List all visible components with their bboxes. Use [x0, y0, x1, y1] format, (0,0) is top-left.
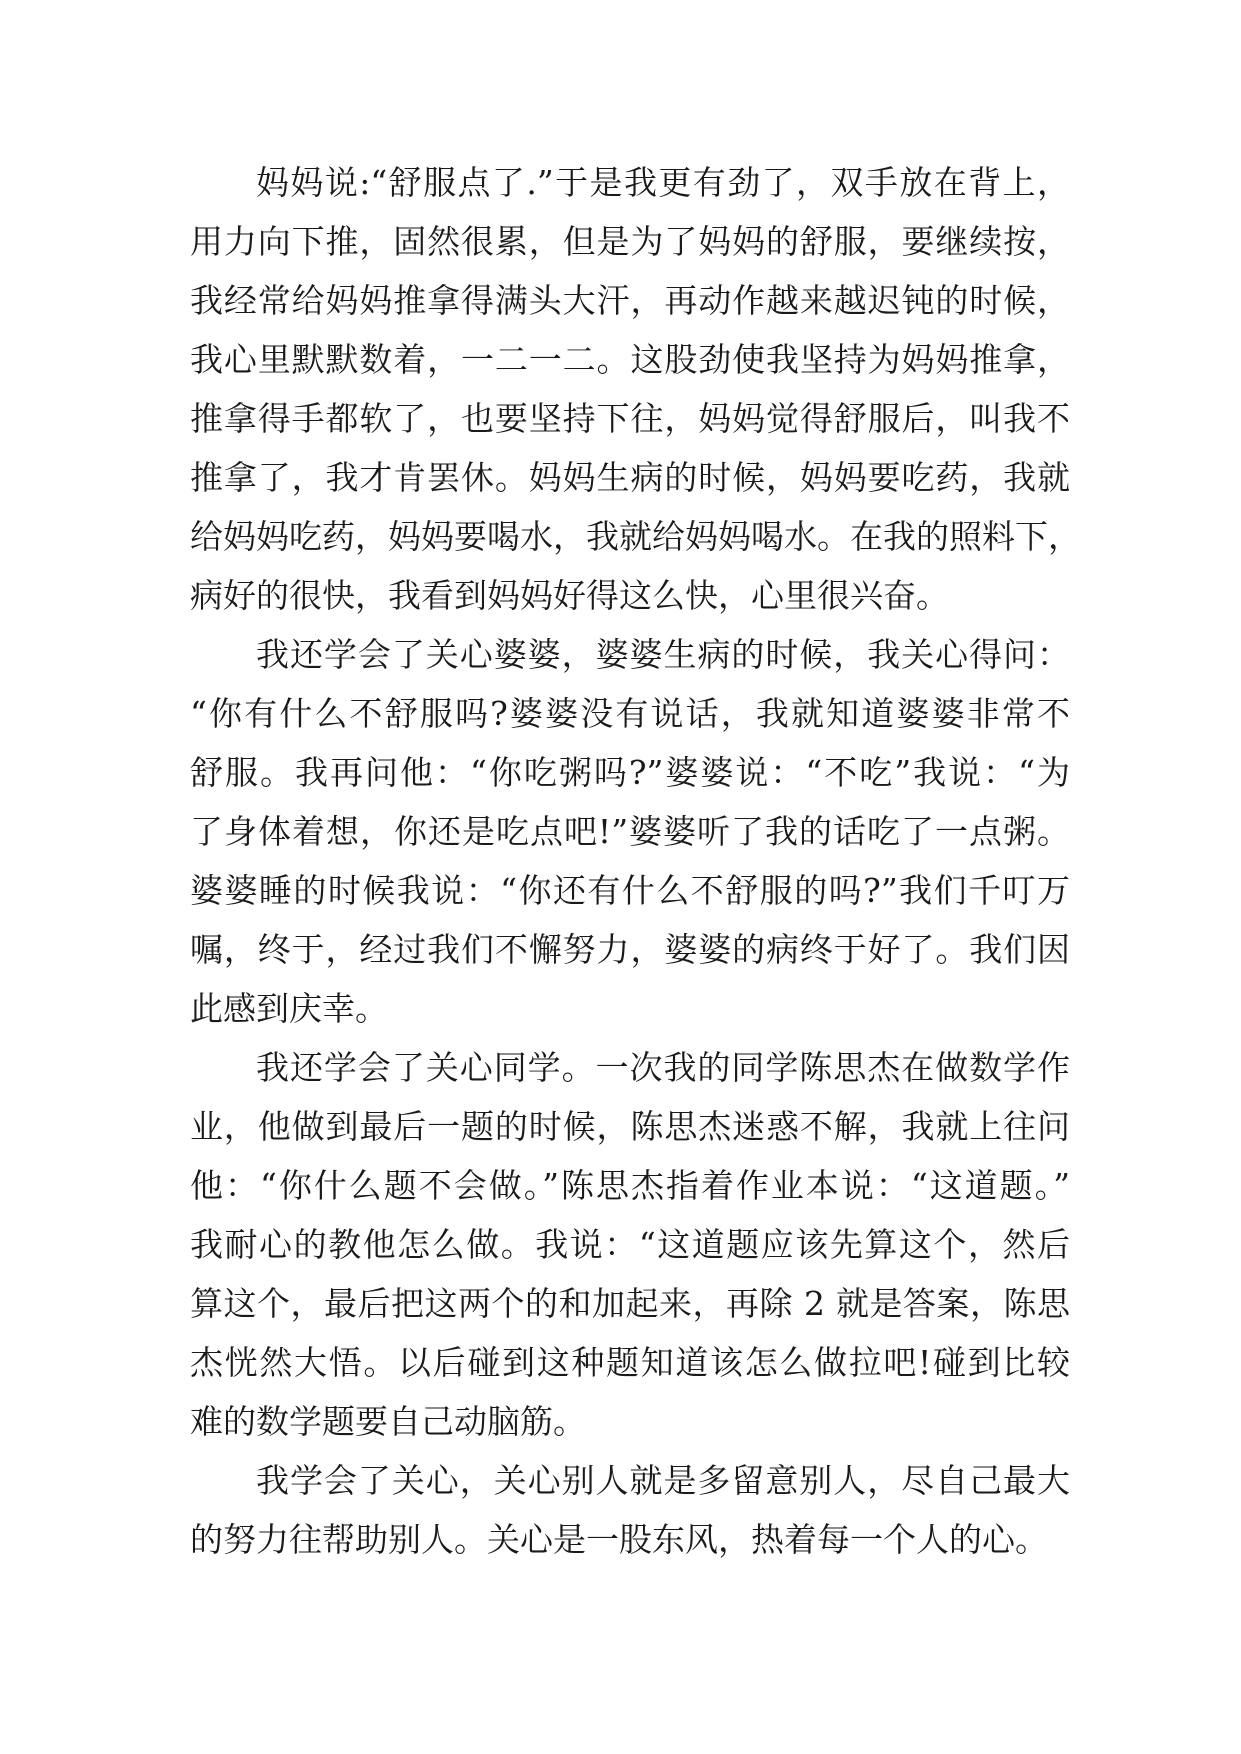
paragraph-1 — [190, 153, 1081, 625]
text-line: 了身体着想，你还是吃点吧!”婆婆听了我的话吃了一点粥。 — [190, 812, 1070, 851]
text-line: 的努力往帮助别人。关心是一股东风，热着每一个人的心。 — [190, 1520, 1048, 1559]
text-line: 病好的很快，我看到妈妈好得这么快，心里很兴奋。 — [190, 576, 949, 615]
text-line: 算这个，最后把这两个的和加起来，再除 2 就是答案，陈思 — [190, 1284, 1070, 1323]
text-line: 用力向下推，固然很累，但是为了妈妈的舒服，要继续按， — [190, 222, 1070, 261]
text-line: 他：“你什么题不会做。”陈思杰指着作业本说：“这道题。” — [190, 1166, 1070, 1205]
text-line: 难的数学题要自己动脑筋。 — [190, 1402, 586, 1441]
text-line: 给妈妈吃药，妈妈要喝水，我就给妈妈喝水。在我的照料下， — [190, 517, 1081, 556]
paragraph-3 — [190, 1038, 1070, 1451]
document-body — [190, 153, 1081, 1569]
text-line: 推拿了，我才肯罢休。妈妈生病的时候，妈妈要吃药，我就 — [190, 458, 1070, 497]
text-line: 婆婆睡的时候我说：“你还有什么不舒服的吗?”我们千叮万 — [190, 871, 1070, 910]
text-line: 业，他做到最后一题的时候，陈思杰迷惑不解，我就上往问 — [190, 1107, 1070, 1146]
text-line: 舒服。我再问他：“你吃粥吗?”婆婆说：“不吃”我说：“为 — [190, 753, 1070, 792]
text-line: 杰恍然大悟。以后碰到这种题知道该怎么做拉吧!碰到比较 — [190, 1343, 1070, 1382]
text-line: 我学会了关心，关心别人就是多留意别人，尽自己最大 — [256, 1461, 1070, 1500]
text-line: 嘱，终于，经过我们不懈努力，婆婆的病终于好了。我们因 — [190, 930, 1070, 969]
paragraph-4 — [190, 1451, 1070, 1569]
text-line: 此感到庆幸。 — [190, 989, 388, 1028]
text-line: 我耐心的教他怎么做。我说：“这道题应该先算这个，然后 — [190, 1225, 1070, 1264]
text-line: 我还学会了关心同学。一次我的同学陈思杰在做数学作 — [256, 1048, 1070, 1087]
paragraph-2 — [190, 625, 1070, 1038]
text-line: 我心里默默数着，一二一二。这股劲使我坚持为妈妈推拿， — [190, 340, 1070, 379]
text-line: 妈妈说:“舒服点了.”于是我更有劲了，双手放在背上， — [256, 163, 1070, 202]
text-line: 推拿得手都软了，也要坚持下往，妈妈觉得舒服后，叫我不 — [190, 399, 1070, 438]
text-line: “你有什么不舒服吗?婆婆没有说话，我就知道婆婆非常不 — [190, 694, 1070, 733]
text-line: 我还学会了关心婆婆，婆婆生病的时候，我关心得问： — [256, 635, 1070, 674]
text-line: 我经常给妈妈推拿得满头大汗，再动作越来越迟钝的时候， — [190, 281, 1070, 320]
